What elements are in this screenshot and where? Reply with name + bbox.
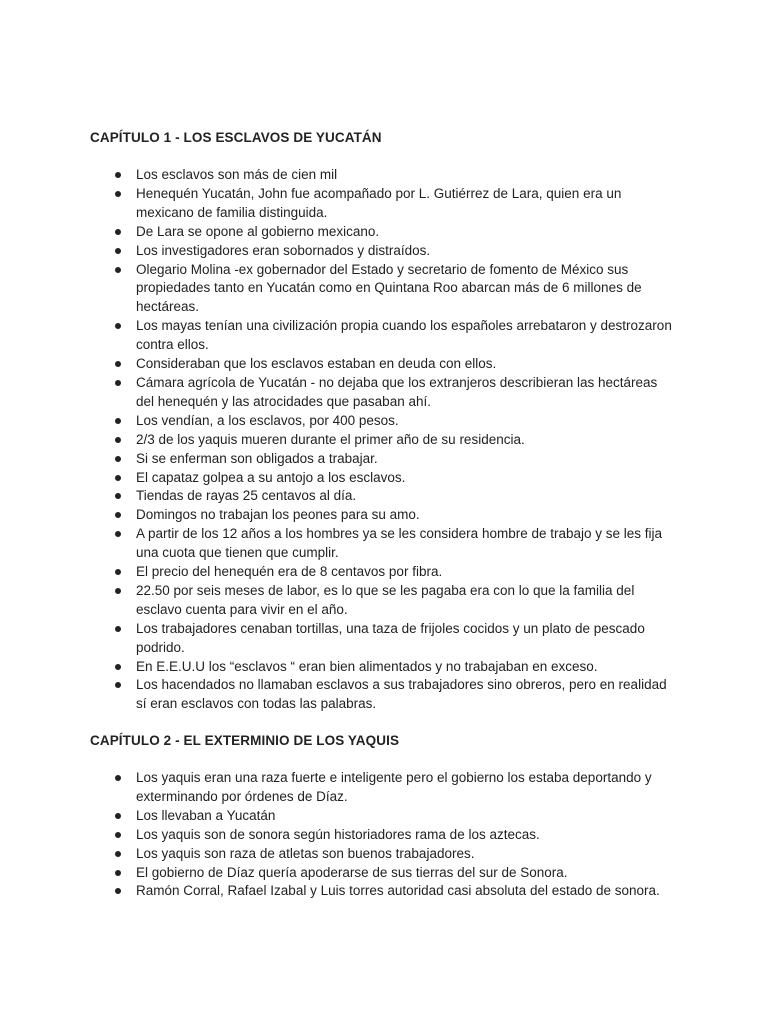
bullet-icon [115,512,121,518]
list-item [0,317,768,355]
bullet-icon [115,380,121,386]
list-item [0,355,768,374]
list-item [0,525,768,563]
list-item [0,658,768,677]
bullet-icon [115,248,121,254]
list-item [0,563,768,582]
bullet-icon [115,361,121,367]
chapter-2-bullet-list [0,769,768,901]
list-item-text: Tiendas de rayas 25 centavos al día. [136,488,357,504]
list-item-text: Los trabajadores cenaban tortillas, una taza de frijoles cocidos y un plato de pescado podrido. [136,620,645,655]
list-item-text: Cámara agrícola de Yucatán - no dejaba que los extranjeros describieran las hectáreas del henequén y las atrocidades que pasaban ahí. [136,374,658,409]
list-item [0,450,768,469]
list-item-text: Los yaquis son de sonora según historiadores rama de los aztecas. [136,826,540,842]
list-item [0,826,768,845]
list-item-text: Los yaquis son raza de atletas son buenos trabajadores. [136,845,475,861]
bullet-icon [115,588,121,594]
bullet-icon [115,531,121,537]
list-item-text: De Lara se opone al gobierno mexicano. [136,223,380,239]
list-item [0,864,768,883]
list-item [0,185,768,223]
list-item [0,261,768,318]
bullet-icon [115,323,121,329]
bullet-icon [115,682,121,688]
list-item-text: El gobierno de Díaz quería apoderarse de sus tierras del sur de Sonora. [136,864,568,880]
list-item [0,223,768,242]
bullet-icon [115,813,121,819]
list-item-text: Los yaquis eran una raza fuerte e inteligente pero el gobierno los estaba deportando y exterminando por órdenes de Díaz. [136,770,652,804]
bullet-icon [115,191,121,197]
list-item-text: En E.E.U.U los “esclavos “ eran bien alimentados y no trabajaban en exceso. [136,658,598,674]
bullet-icon [115,626,121,632]
list-item [0,374,768,412]
bullet-icon [115,475,121,481]
list-item-text: 22.50 por seis meses de labor, es lo que se les pagaba era con lo que la familia del esclavo cuenta para vivir en el año. [136,582,635,617]
list-item [0,166,768,185]
list-item [0,487,768,506]
chapter-1-heading: CAPÍTULO 1 - LOS ESCLAVOS DE YUCATÁN [90,130,382,145]
bullet-icon [115,172,121,178]
list-item [0,676,768,714]
bullet-icon [115,870,121,876]
list-item [0,431,768,450]
list-item-text: Los investigadores eran sobornados y distraídos. [136,242,431,258]
bullet-icon [115,456,121,462]
bullet-icon [115,569,121,575]
list-item [0,845,768,864]
list-item-text: A partir de los 12 años a los hombres ya se les considera hombre de trabajo y se les fija una cuota que tienen que cumplir. [136,526,663,561]
list-item-text: Los llevaban a Yucatán [136,807,276,823]
bullet-icon [115,229,121,235]
bullet-icon [115,888,121,894]
list-item-text: Los esclavos son más de cien mil [136,167,338,182]
list-item-text: Los vendían, a los esclavos, por 400 pesos. [136,412,399,428]
bullet-icon [115,832,121,838]
chapter-1-bullet-list [0,166,768,714]
list-item-text: Consideraban que los esclavos estaban en deuda con ellos. [136,356,497,372]
list-item [0,769,768,807]
list-item [0,506,768,525]
list-item-text: Los hacendados no llamaban esclavos a sus trabajadores sino obreros, pero en realidad sí eran esclavos con todas las palabras. [136,677,667,712]
bullet-icon [115,267,121,273]
bullet-icon [115,418,121,424]
bullet-icon [115,493,121,499]
list-item [0,412,768,431]
list-item [0,242,768,261]
bullet-icon [115,775,121,781]
list-item-text: Los mayas tenían una civilización propia cuando los españoles arrebataron y destrozaron contra ellos. [136,318,672,353]
list-item-text: Si se enferman son obligados a trabajar. [136,450,378,466]
list-item-text: Domingos no trabajan los peones para su amo. [136,507,420,523]
list-item [0,582,768,620]
list-item-text: El capataz golpea a su antojo a los esclavos. [136,469,406,485]
list-item [0,469,768,488]
bullet-icon [115,437,121,443]
list-item-text: Henequén Yucatán, John fue acompañado por L. Gutiérrez de Lara, quien era un mexicano de familia distinguida. [136,185,622,220]
list-item-text: El precio del henequén era de 8 centavos por fibra. [136,564,443,580]
list-item-text: 2/3 de los yaquis mueren durante el primer año de su residencia. [136,431,525,447]
list-item-text: Ramón Corral, Rafael Izabal y Luis torres autoridad casi absoluta del estado de sonora. [136,883,660,899]
list-item [0,882,768,901]
chapter-2-heading: CAPÍTULO 2 - EL EXTERMINIO DE LOS YAQUIS [90,733,400,748]
bullet-icon [115,851,121,857]
list-item-text: Olegario Molina -ex gobernador del Estado y secretario de fomento de México sus propiedades tanto en Yucatán como en Quintana Roo abarcan más de 6 millones de hectáreas. [136,261,642,315]
list-item [0,620,768,658]
list-item [0,807,768,826]
bullet-icon [115,664,121,670]
